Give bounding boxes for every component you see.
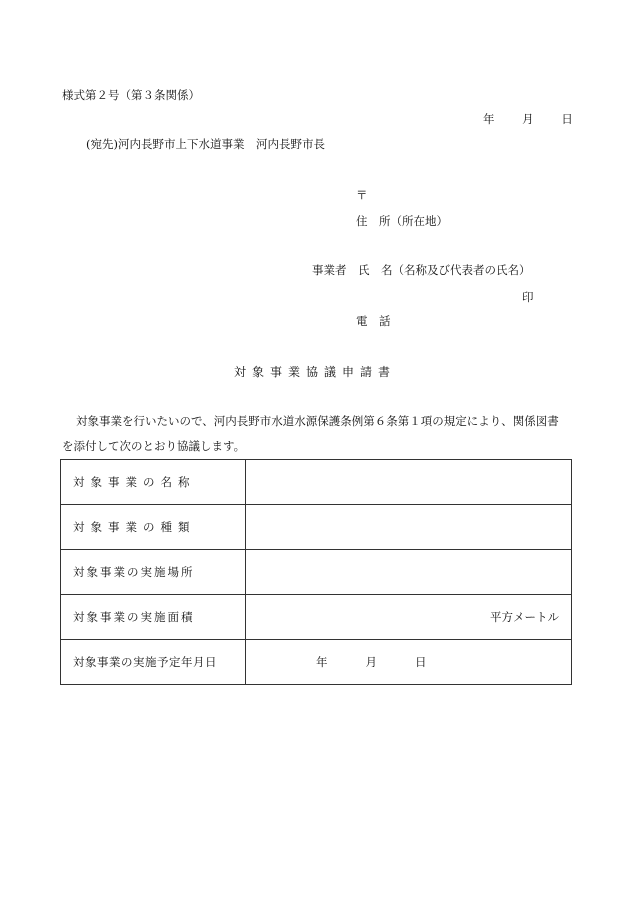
planned-date [246, 654, 559, 670]
planned-day: 日 [415, 655, 427, 669]
row-label: 対象事業の種類 [61, 505, 246, 550]
row-value [246, 550, 572, 595]
address-label: 住 所（所在地） [356, 214, 448, 228]
row-label: 対象事業の実施場所 [61, 550, 246, 595]
application-table [60, 459, 572, 685]
planned-month: 月 [365, 655, 377, 669]
row-value: 平方メートル [246, 595, 572, 640]
table-row [61, 640, 572, 685]
date-year: 年 [483, 112, 495, 126]
table-row [61, 550, 572, 595]
table-row [61, 505, 572, 550]
form-number: 様式第２号（第３条関係） [62, 88, 200, 102]
addressee: (宛先)河内長野市上下水道事業 河内長野市長 [86, 137, 325, 151]
date-day: 日 [561, 112, 573, 126]
date-line [483, 114, 573, 126]
postal-mark: 〒 [356, 188, 368, 202]
row-value-date [246, 640, 572, 685]
row-label: 対象事業の実施面積 [61, 595, 246, 640]
row-label: 対象事業の名称 [61, 460, 246, 505]
phone-label: 電 話 [356, 314, 391, 328]
date-month: 月 [522, 112, 534, 126]
table-row [61, 460, 572, 505]
table-row [61, 595, 572, 640]
row-label: 対象事業の実施予定年月日 [61, 640, 246, 685]
seal-mark: 印 [522, 290, 534, 304]
row-value [246, 460, 572, 505]
name-label: 事業者 氏 名（名称及び代表者の氏名） [312, 263, 531, 277]
planned-year: 年 [316, 655, 328, 669]
row-value [246, 505, 572, 550]
body-text-line-2: を添付して次のとおり協議します。 [62, 439, 246, 453]
document-title: 対象事業協議申請書 [233, 365, 396, 379]
body-text-line-1: 対象事業を行いたいので、河内長野市水道水源保護条例第６条第１項の規定により、関係図書 [76, 414, 559, 428]
